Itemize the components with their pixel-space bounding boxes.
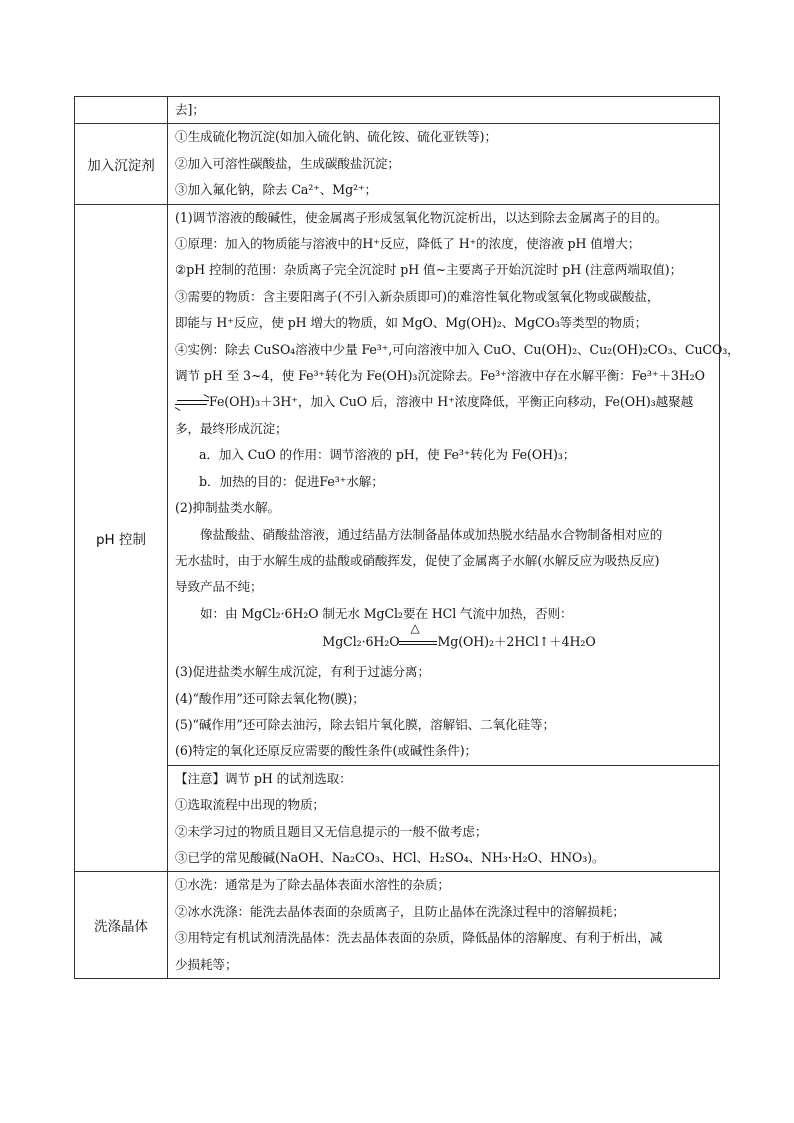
row-content-note <box>168 765 720 872</box>
row-content <box>168 124 720 204</box>
table-row <box>75 204 720 765</box>
notes-table <box>74 96 740 979</box>
text-line: (1)调节溶液的酸碱性，使金属离子形成氢氧化物沉淀析出，以达到除去金属离子的目的。 <box>175 209 668 225</box>
row-content <box>168 97 720 124</box>
text-line: 如：由 MgCl₂·6H₂O 制无水 MgCl₂要在 HCl 气流中加热，否则： <box>200 605 573 621</box>
text-line: (4)“酸作用”还可除去氧化物(膜)； <box>175 690 365 706</box>
row-label-precipitant: 加入沉淀剂 <box>75 124 168 204</box>
text-line: ②未学习过的物质且题目又无信息提示的一般不做考虑； <box>175 823 488 839</box>
note-heading: 【注意】调节 pH 的试剂选取： <box>175 770 352 786</box>
text-line: (3)促进盐类水解生成沉淀，有利于过滤分离； <box>175 664 430 680</box>
text-line: ②加入可溶性碳酸盐，生成碳酸盐沉淀； <box>175 155 400 171</box>
row-content <box>168 204 740 765</box>
text-line: ③用特定有机试剂清洗晶体：洗去晶体表面的杂质，降低晶体的溶解度、有利于析出，减 <box>175 930 663 946</box>
text-line: ③加入氟化钠，除去 Ca²⁺、Mg²⁺； <box>175 182 378 198</box>
text-line: (6)特定的氧化还原反应需要的酸性条件(或碱性条件)； <box>175 743 478 759</box>
table-row <box>75 124 720 204</box>
text-line: 调节 pH 至 3~4，使 Fe³⁺转化为 Fe(OH)₃沉淀除去。Fe³⁺溶液中存在水解平衡：Fe³⁺＋3H₂O <box>175 368 705 384</box>
text-line: ④实例：除去 CuSO₄溶液中少量 Fe³⁺,可向溶液中加入 CuO、Cu(OH)₂、Cu₂(OH)₂CO₃、CuCO₃， <box>175 341 740 357</box>
text-line: ①选取流程中出现的物质； <box>175 797 325 813</box>
text-line: (2)抑制盐类水解。 <box>175 500 280 516</box>
equilibrium-arrow-icon <box>175 398 209 408</box>
table-row <box>75 765 720 872</box>
text-line: 去]； <box>175 102 205 117</box>
equation-left: MgCl₂·6H₂O <box>322 634 400 650</box>
table-row <box>75 872 720 979</box>
equilibrium-line <box>175 389 713 415</box>
text-line: (5)“碱作用”还可除去油污，除去铝片氧化膜，溶解铝、二氧化硅等； <box>175 716 556 732</box>
text-line: ①水洗：通常是为了除去晶体表面水溶性的杂质； <box>175 877 450 893</box>
text-line: 像盐酸盐、硝酸盐溶液，通过结晶方法制备晶体或加热脱水结晶水合物制备相对应的 <box>200 526 663 542</box>
text-line: ③已学的常见酸碱(NaOH、Na₂CO₃、HCl、H₂SO₄、NH₃·H₂O、HNO₃)。 <box>175 849 605 865</box>
text-line: 多，最终形成沉淀； <box>175 420 288 436</box>
text-line: ①原理：加入的物质能与溶液中的H⁺反应，降低了 H⁺的浓度，使溶液 pH 值增大； <box>175 236 641 252</box>
row-content <box>168 872 720 979</box>
text-line: 少损耗等； <box>175 956 238 972</box>
text-line: 无水盐时，由于水解生成的盐酸或硝酸挥发，促使了金属离子水解(水解反应为吸热反应) <box>175 552 660 568</box>
table-row <box>75 97 720 124</box>
text-line: ①生成硫化物沉淀(如加入硫化钠、硫化铵、硫化亚铁等)； <box>175 129 497 145</box>
text-line: a．加入 CuO 的作用：调节溶液的 pH，使 Fe³⁺转化为 Fe(OH)₃； <box>199 447 576 463</box>
text-line: ②pH 控制的范围：杂质离子完全沉淀时 pH 值~主要离子开始沉淀时 pH (注意两端取值)； <box>175 262 683 278</box>
text-line: b．加热的目的：促进Fe³⁺水解； <box>199 473 384 489</box>
chemical-equation <box>175 620 713 659</box>
text-line: Fe(OH)₃＋3H⁺，加入 CuO 后，溶液中 H⁺浓度降低，平衡正向移动，Fe(OH)₃越聚越 <box>209 394 694 410</box>
heat-condition: △ <box>410 620 420 635</box>
equation-right: Mg(OH)₂＋2HCl↑＋4H₂O <box>437 634 596 650</box>
text-line: ③需要的物质：含主要阳离子(不引入新杂质即可)的难溶性氧化物或氢氧化物或碳酸盐， <box>175 288 660 304</box>
text-line: ②冰水洗涤：能洗去晶体表面的杂质离子，且防止晶体在洗涤过程中的溶解损耗； <box>175 903 625 919</box>
row-label-empty <box>75 97 168 124</box>
heating-arrow-icon <box>399 620 437 650</box>
row-label-ph-control: pH 控制 <box>75 204 168 872</box>
row-label-washing: 洗涤晶体 <box>75 872 168 979</box>
text-line: 导致产品不纯； <box>175 579 263 595</box>
text-line: 即能与 H⁺反应，使 pH 增大的物质，如 MgO、Mg(OH)₂、MgCO₃等类型的物质； <box>175 315 648 331</box>
